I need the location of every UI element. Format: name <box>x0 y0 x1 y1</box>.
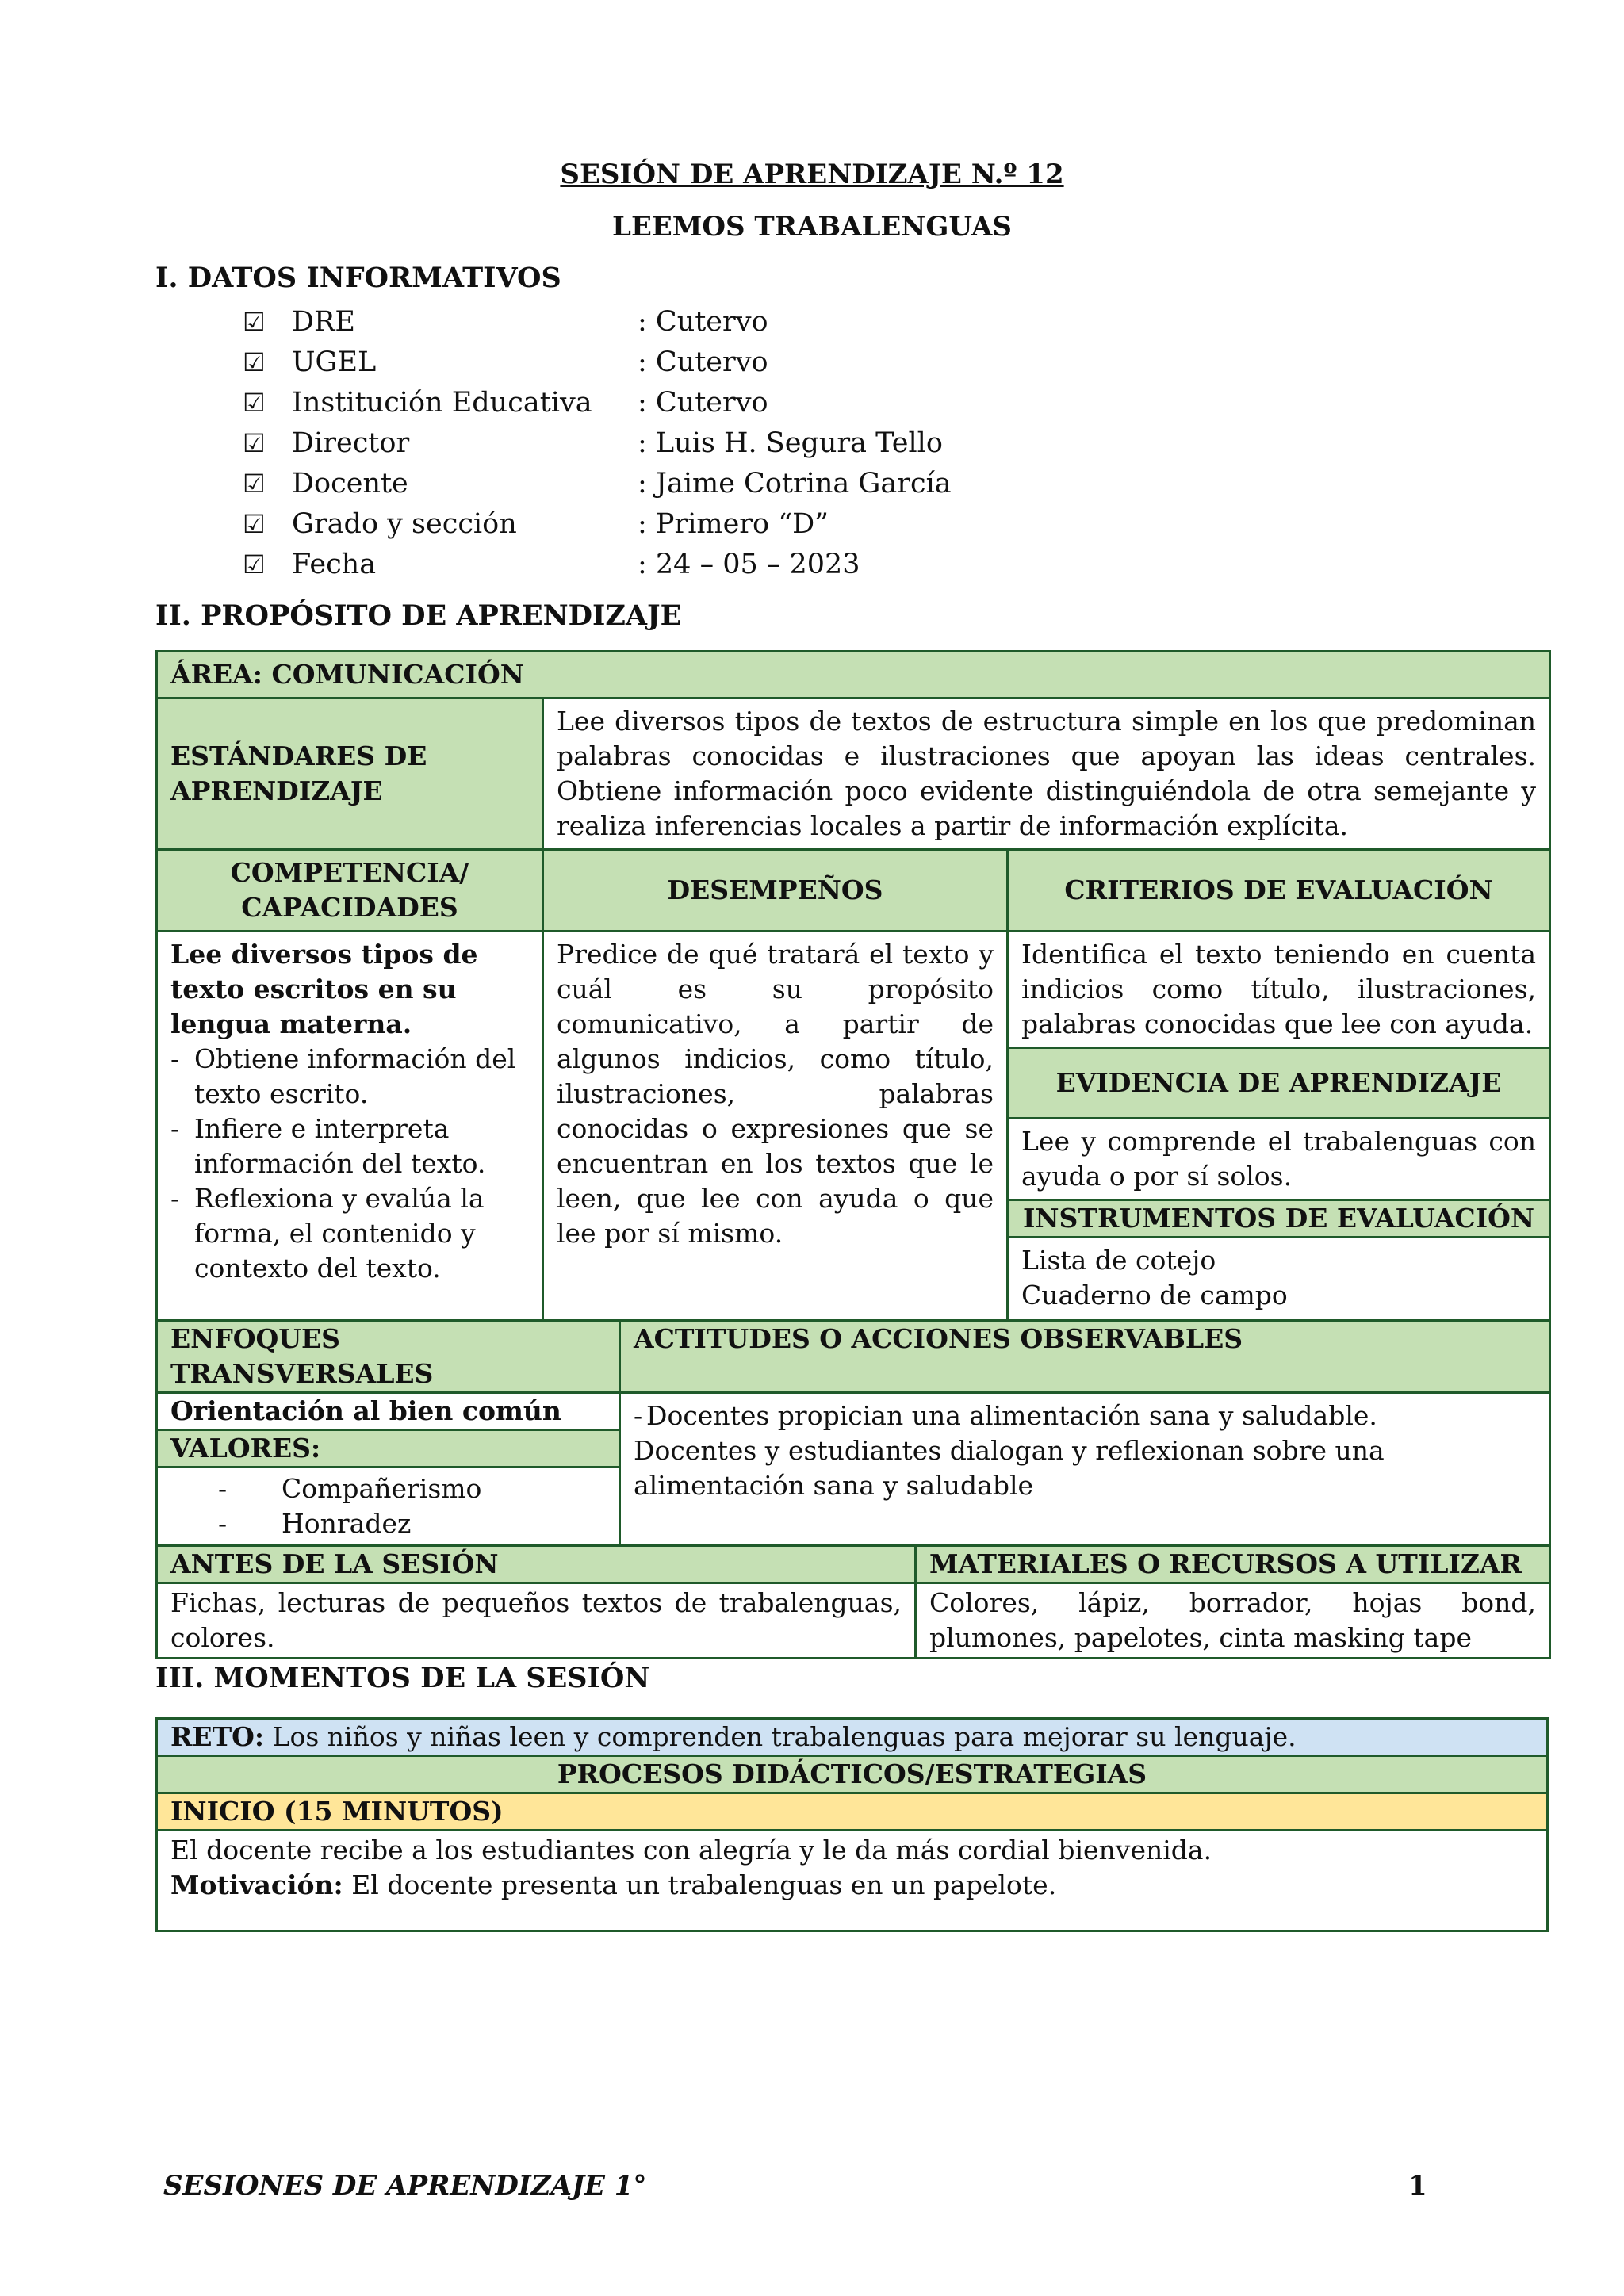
estandares-label: ESTÁNDARES DE APRENDIZAJE <box>157 698 543 850</box>
info-row <box>243 423 1194 463</box>
antes-header: ANTES DE LA SESIÓN <box>157 1546 916 1583</box>
datos-informativos-list <box>243 301 1194 584</box>
info-label: Director <box>292 427 410 459</box>
competencia-cell <box>157 932 543 1337</box>
dash-bullet: - <box>634 1400 643 1431</box>
info-row <box>243 503 1194 544</box>
page-number: 1 <box>1408 2170 1427 2202</box>
materiales-cell: Colores, lápiz, borrador, hojas bond, plumones, papelotes, cinta masking tape <box>916 1583 1550 1659</box>
info-value: : 24 – 05 – 2023 <box>638 548 860 580</box>
info-value: : Luis H. Segura Tello <box>638 427 943 459</box>
section-heading-datos: I. DATOS INFORMATIVOS <box>155 262 561 294</box>
info-row <box>243 342 1194 382</box>
antes-cell: Fichas, lecturas de pequeños textos de trabalenguas, colores. <box>157 1583 916 1659</box>
valor-text: Compañerismo <box>282 1473 482 1504</box>
instrumentos-header: INSTRUMENTOS DE EVALUACIÓN <box>1008 1200 1550 1238</box>
actitud-item <box>634 1399 1536 1433</box>
capacidad-item <box>170 1181 529 1286</box>
procesos-header: PROCESOS DIDÁCTICOS/ESTRATEGIAS <box>157 1756 1548 1793</box>
info-value: : Jaime Cotrina García <box>638 467 952 499</box>
checkbox-icon: ☑ <box>243 549 266 580</box>
document-subtitle: LEEMOS TRABALENGUAS <box>612 211 1012 243</box>
evidencia-cell: Lee y comprende el trabalenguas con ayuda o por sí solos. <box>1008 1119 1550 1200</box>
section-heading-momentos: III. MOMENTOS DE LA SESIÓN <box>155 1662 650 1694</box>
inicio-text: El docente recibe a los estudiantes con alegría y le da más cordial bienvenida. <box>170 1835 1212 1866</box>
info-label: UGEL <box>292 346 377 378</box>
evidencia-header: EVIDENCIA DE APRENDIZAJE <box>1008 1048 1550 1119</box>
enfoque-value: Orientación al bien común <box>157 1393 620 1430</box>
dash-bullet: - <box>218 1508 228 1539</box>
criterios-header: CRITERIOS DE EVALUACIÓN <box>1008 850 1550 932</box>
motivacion-label: Motivación: <box>170 1869 343 1900</box>
enfoques-table <box>155 1319 1551 1659</box>
inicio-header: INICIO (15 MINUTOS) <box>157 1793 1548 1831</box>
info-row <box>243 544 1194 584</box>
valor-item <box>170 1471 606 1506</box>
capacidad-item <box>170 1112 529 1181</box>
instrumento-item: Cuaderno de campo <box>1021 1280 1288 1311</box>
capacidad-item <box>170 1042 529 1112</box>
dash-bullet: - <box>218 1473 228 1504</box>
valores-label: VALORES: <box>157 1430 620 1468</box>
checkbox-icon: ☑ <box>243 427 266 458</box>
motivacion-line <box>170 1868 1534 1903</box>
checkbox-icon: ☑ <box>243 346 266 377</box>
info-value: : Cutervo <box>638 346 768 378</box>
capacidad-text: Obtiene información del texto escrito. <box>194 1043 516 1109</box>
reto-row <box>157 1719 1548 1756</box>
info-value: : Cutervo <box>638 386 768 419</box>
actitudes-header: ACTITUDES O ACCIONES OBSERVABLES <box>620 1321 1550 1393</box>
valor-text: Honradez <box>282 1508 412 1539</box>
checkbox-icon: ☑ <box>243 387 266 418</box>
motivacion-text: El docente presenta un trabalenguas en un papelote. <box>343 1869 1057 1900</box>
actitud-text-2: Docentes y estudiantes dialogan y reflexionan sobre una alimentación sana y saludable <box>634 1435 1385 1501</box>
info-row <box>243 382 1194 423</box>
checkbox-icon: ☑ <box>243 468 266 499</box>
section-heading-proposito: II. PROPÓSITO DE APRENDIZAJE <box>155 599 682 632</box>
capacidad-text: Reflexiona y evalúa la forma, el contenido y contexto del texto. <box>194 1183 485 1284</box>
instrumento-item: Lista de cotejo <box>1021 1245 1216 1276</box>
desempeno-cell: Predice de qué tratará el texto y cuál es su propósito comunicativo, a partir de algunos indicios, como título, ilustraciones, palabras conocidas o expresiones que se encuentran en los textos que le leen, que lee con ayuda o que lee por sí mismo. <box>543 932 1008 1337</box>
criterio-cell: Identifica el texto teniendo en cuenta indicios como título, ilustraciones, palabras conocidas que lee con ayuda. <box>1008 932 1550 1048</box>
footer-title: SESIONES DE APRENDIZAJE 1° <box>163 2170 647 2202</box>
estandares-text: Lee diversos tipos de textos de estructura simple en los que predominan palabras conocidas e ilustraciones que apoyan las ideas centrales. Obtiene información poco evidente distinguiéndola de otra semejante y realiza inferencias locales a partir de información explícita. <box>543 698 1550 850</box>
info-label: Fecha <box>292 548 377 580</box>
info-label: Grado y sección <box>292 507 517 540</box>
momentos-table <box>155 1717 1549 1932</box>
info-row <box>243 463 1194 503</box>
reto-text: Los niños y niñas leen y comprenden trabalenguas para mejorar su lenguaje. <box>264 1721 1297 1752</box>
competencia-title: Lee diversos tipos de texto escritos en su lengua materna. <box>170 939 478 1039</box>
checkbox-icon: ☑ <box>243 508 266 539</box>
valores-cell <box>157 1468 620 1546</box>
actitudes-cell <box>620 1393 1550 1546</box>
enfoques-header: ENFOQUES TRANSVERSALES <box>157 1321 620 1393</box>
capacidad-text: Infiere e interpreta información del texto. <box>194 1113 486 1179</box>
info-value: : Cutervo <box>638 305 768 338</box>
info-label: DRE <box>292 305 355 338</box>
document-title: SESIÓN DE APRENDIZAJE N.º 12 <box>560 159 1064 190</box>
competencia-header: COMPETENCIA/ CAPACIDADES <box>157 850 543 932</box>
info-row <box>243 301 1194 342</box>
proposito-table <box>155 650 1551 1337</box>
reto-label: RETO: <box>170 1721 265 1752</box>
area-header: ÁREA: COMUNICACIÓN <box>157 652 1550 698</box>
desempenos-header: DESEMPEÑOS <box>543 850 1008 932</box>
dash-bullet: - <box>170 1043 180 1074</box>
info-label: Institución Educativa <box>292 386 592 419</box>
dash-bullet: - <box>170 1113 180 1144</box>
dash-bullet: - <box>170 1183 180 1214</box>
inicio-cell <box>157 1831 1548 1931</box>
info-value: : Primero “D” <box>638 507 829 540</box>
valor-item <box>170 1506 606 1541</box>
materiales-header: MATERIALES O RECURSOS A UTILIZAR <box>916 1546 1550 1583</box>
checkbox-icon: ☑ <box>243 306 266 337</box>
actitud-text: Docentes propician una alimentación sana y saludable. <box>646 1400 1377 1431</box>
info-label: Docente <box>292 467 408 499</box>
